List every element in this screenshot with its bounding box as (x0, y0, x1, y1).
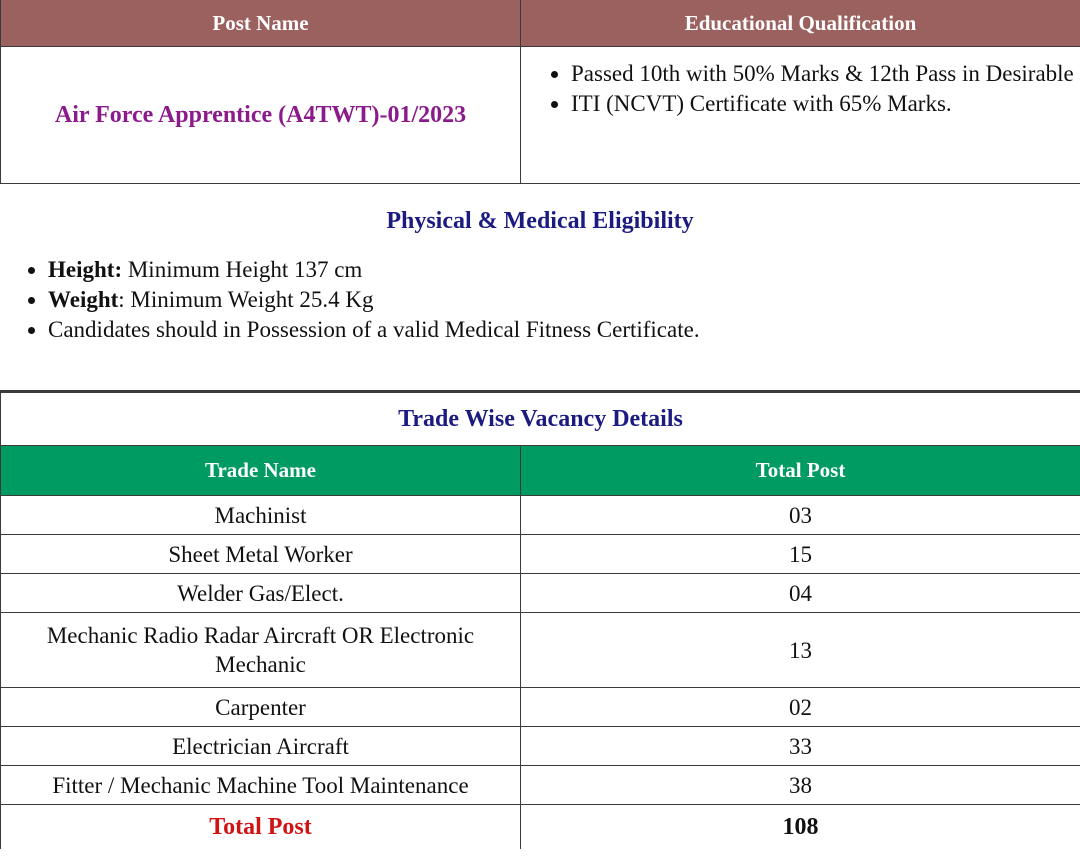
table-row (1, 613, 1080, 688)
trade-cell: Carpenter (1, 688, 521, 727)
list-item (48, 255, 1080, 285)
header-educational-qualification: Educational Qualification (521, 0, 1080, 47)
item-label: Weight (48, 287, 119, 312)
posts-cell: 13 (521, 613, 1080, 688)
vacancy-table (0, 393, 1080, 849)
table-row (1, 496, 1080, 535)
trade-cell: Fitter / Mechanic Machine Tool Maintenance (1, 766, 521, 805)
posts-cell: 15 (521, 535, 1080, 574)
qualification-cell (521, 47, 1080, 184)
table-header-row (1, 0, 1080, 47)
header-total-post: Total Post (521, 446, 1080, 496)
total-value: 108 (521, 805, 1080, 850)
table-row (1, 535, 1080, 574)
physical-list (0, 255, 1080, 345)
posts-cell: 04 (521, 574, 1080, 613)
list-item: • Passed 10th with 50% Marks & 12th Pass in Desirable (571, 59, 1080, 89)
header-post-name: Post Name (1, 0, 521, 47)
table-row (1, 727, 1080, 766)
list-item (48, 285, 1080, 315)
posts-cell: 38 (521, 766, 1080, 805)
table-row (1, 47, 1080, 184)
trade-cell: Electrician Aircraft (1, 727, 521, 766)
item-text: : Minimum Weight 25.4 Kg (118, 287, 374, 312)
physical-eligibility-section (0, 184, 1080, 393)
item-text: Candidates should in Possession of a valid Medical Fitness Certificate. (48, 317, 700, 342)
total-row (1, 805, 1080, 850)
vacancy-title: Trade Wise Vacancy Details (1, 393, 1080, 446)
table-row (1, 766, 1080, 805)
item-text: Minimum Height 137 cm (122, 257, 363, 282)
post-qualification-table (0, 0, 1080, 184)
section-heading: Physical & Medical Eligibility (386, 208, 694, 234)
posts-cell: 03 (521, 496, 1080, 535)
trade-cell: Welder Gas/Elect. (1, 574, 521, 613)
trade-cell: Machinist (1, 496, 521, 535)
table-header-row (1, 446, 1080, 496)
table-row (1, 688, 1080, 727)
trade-cell: Mechanic Radio Radar Aircraft OR Electronic Mechanic (1, 613, 521, 688)
post-name-cell: Air Force Apprentice (A4TWT)-01/2023 (1, 47, 521, 184)
posts-cell: 02 (521, 688, 1080, 727)
trade-cell: Sheet Metal Worker (1, 535, 521, 574)
list-item: • ITI (NCVT) Certificate with 65% Marks. (571, 89, 1080, 119)
total-label: Total Post (1, 805, 521, 850)
vacancy-title-row (1, 393, 1080, 446)
header-trade-name: Trade Name (1, 446, 521, 496)
item-label: Height: (48, 257, 123, 282)
table-row (1, 574, 1080, 613)
qualification-list (521, 59, 1080, 119)
list-item (48, 315, 1080, 345)
posts-cell: 33 (521, 727, 1080, 766)
